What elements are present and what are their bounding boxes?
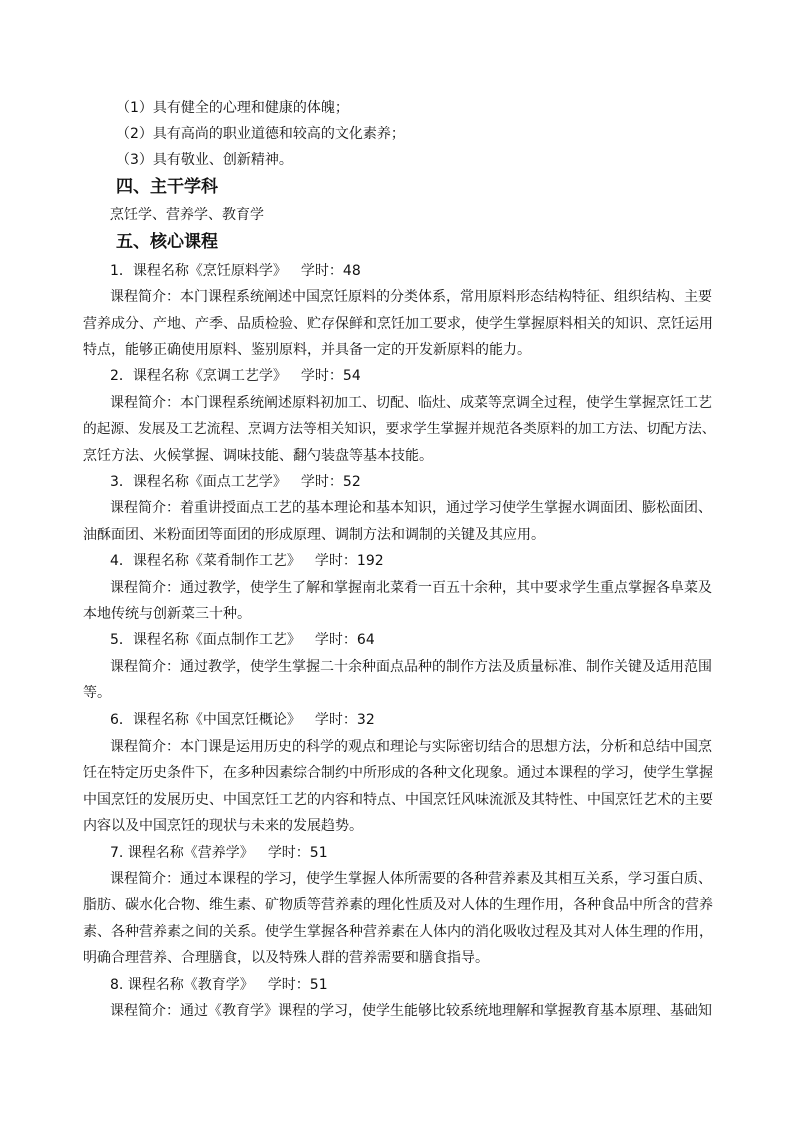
course-description-line: 课程简介：通过教学，使学生掌握二十余种面点品种的制作方法及质量标准、制作关键及适用范围 xyxy=(110,659,712,675)
course-description-line: 等。 xyxy=(83,685,111,701)
requirement-item-1: （1）具有健全的心理和健康的体魄； xyxy=(116,100,349,116)
course-description-line: 营养成分、产地、产季、品质检验、贮存保鲜和烹饪加工要求，使学生掌握原料相关的知识、烹饪运用 xyxy=(83,316,713,332)
course-description-line: 脂肪、碳水化合物、维生素、矿物质等营养素的理化性质及对人体的生理作用，各种食品中所含的营养 xyxy=(83,897,713,913)
course-title-3 xyxy=(110,472,361,492)
course-description-line: 课程简介：通过教学，使学生了解和掌握南北菜肴一百五十余种，其中要求学生重点掌握各阜菜及 xyxy=(110,580,712,596)
course-description-line: 课程简介：本门课是运用历史的科学的观点和理论与实际密切结合的思想方法，分析和总结中国烹 xyxy=(110,739,712,755)
course-description-line: 明确合理营养、合理膳食，以及特殊人群的营养需要和膳食指导。 xyxy=(83,950,489,966)
course-title-2 xyxy=(110,366,361,386)
course-description-line: 的起源、发展及工艺流程、烹调方法等相关知识，要求学生掌握并规范各类原料的加工方法、切配方法、 xyxy=(83,421,716,437)
course-name: 6．课程名称《中国烹饪概论》 xyxy=(110,712,301,728)
course-title-4 xyxy=(110,551,384,571)
course-title-6 xyxy=(110,710,375,730)
section-heading-core-courses: 五、核心课程 xyxy=(116,232,218,252)
requirement-item-2: （2）具有高尚的职业道德和较高的文化素养； xyxy=(116,126,405,142)
course-description-line: 课程简介：本门课程系统阐述原料初加工、切配、临灶、成菜等烹调全过程，使学生掌握烹饪工艺 xyxy=(110,395,712,411)
requirement-item-3: （3）具有敬业、创新精神。 xyxy=(116,152,293,168)
course-name: 1．课程名称《烹饪原料学》 xyxy=(110,263,287,279)
course-description-line: 课程简介：本门课程系统阐述中国烹饪原料的分类体系，常用原料形态结构特征、组织结构、主要 xyxy=(110,289,712,305)
course-title-1 xyxy=(110,261,361,281)
course-name: 2．课程名称《烹调工艺学》 xyxy=(110,368,287,384)
course-description-line: 课程简介：通过本课程的学习，使学生掌握人体所需要的各种营养素及其相互关系，学习蛋白质、 xyxy=(110,871,712,887)
course-description-line: 中国烹饪的发展历史、中国烹饪工艺的内容和特点、中国烹饪风味流派及其特性、中国烹饪艺术的主要 xyxy=(83,792,713,808)
course-hours: 学时：32 xyxy=(314,712,375,728)
course-description-line: 油酥面团、米粉面团等面团的形成原理、调制方法和调制的关键及其应用。 xyxy=(83,527,545,543)
course-hours: 学时：64 xyxy=(314,632,375,648)
course-name: 7. 课程名称《营养学》 xyxy=(110,845,254,861)
section-heading-main-subjects: 四、主干学科 xyxy=(116,177,218,197)
course-name: 8. 课程名称《教育学》 xyxy=(110,977,254,993)
course-description-line: 内容以及中国烹饪的现状与未来的发展趋势。 xyxy=(83,818,363,834)
course-hours: 学时：51 xyxy=(267,845,328,861)
course-hours: 学时：54 xyxy=(300,368,361,384)
course-title-8 xyxy=(110,975,328,995)
course-description-line: 课程简介：通过《教育学》课程的学习，使学生能够比较系统地理解和掌握教育基本原理、基础知 xyxy=(110,1003,712,1019)
main-subjects-text: 烹饪学、营养学、教育学 xyxy=(110,207,264,223)
course-hours: 学时：192 xyxy=(314,553,384,569)
course-name: 4．课程名称《菜肴制作工艺》 xyxy=(110,553,301,569)
course-description-line: 饪在特定历史条件下，在多种因素综合制约中所形成的各种文化现象。通过本课程的学习，使学生掌握 xyxy=(83,765,713,781)
course-hours: 学时：51 xyxy=(267,977,328,993)
course-description-line: 烹饪方法、火候掌握、调味技能、翻勺装盘等基本技能。 xyxy=(83,448,433,464)
course-title-7 xyxy=(110,843,328,863)
course-name: 5．课程名称《面点制作工艺》 xyxy=(110,632,301,648)
course-description-line: 课程简介：着重讲授面点工艺的基本理论和基本知识，通过学习使学生掌握水调面团、膨松面团、 xyxy=(110,500,712,516)
course-description-line: 特点，能够正确使用原料、鉴别原料，并具备一定的开发新原料的能力。 xyxy=(83,342,531,358)
course-description-line: 本地传统与创新菜三十种。 xyxy=(83,606,251,622)
course-description-line: 素、各种营养素之间的关系。使学生掌握各种营养素在人体内的消化吸收过程及其对人体生理的作用， xyxy=(83,924,713,940)
course-title-5 xyxy=(110,630,375,650)
course-hours: 学时：52 xyxy=(300,474,361,490)
course-name: 3．课程名称《面点工艺学》 xyxy=(110,474,287,490)
course-hours: 学时：48 xyxy=(300,263,361,279)
